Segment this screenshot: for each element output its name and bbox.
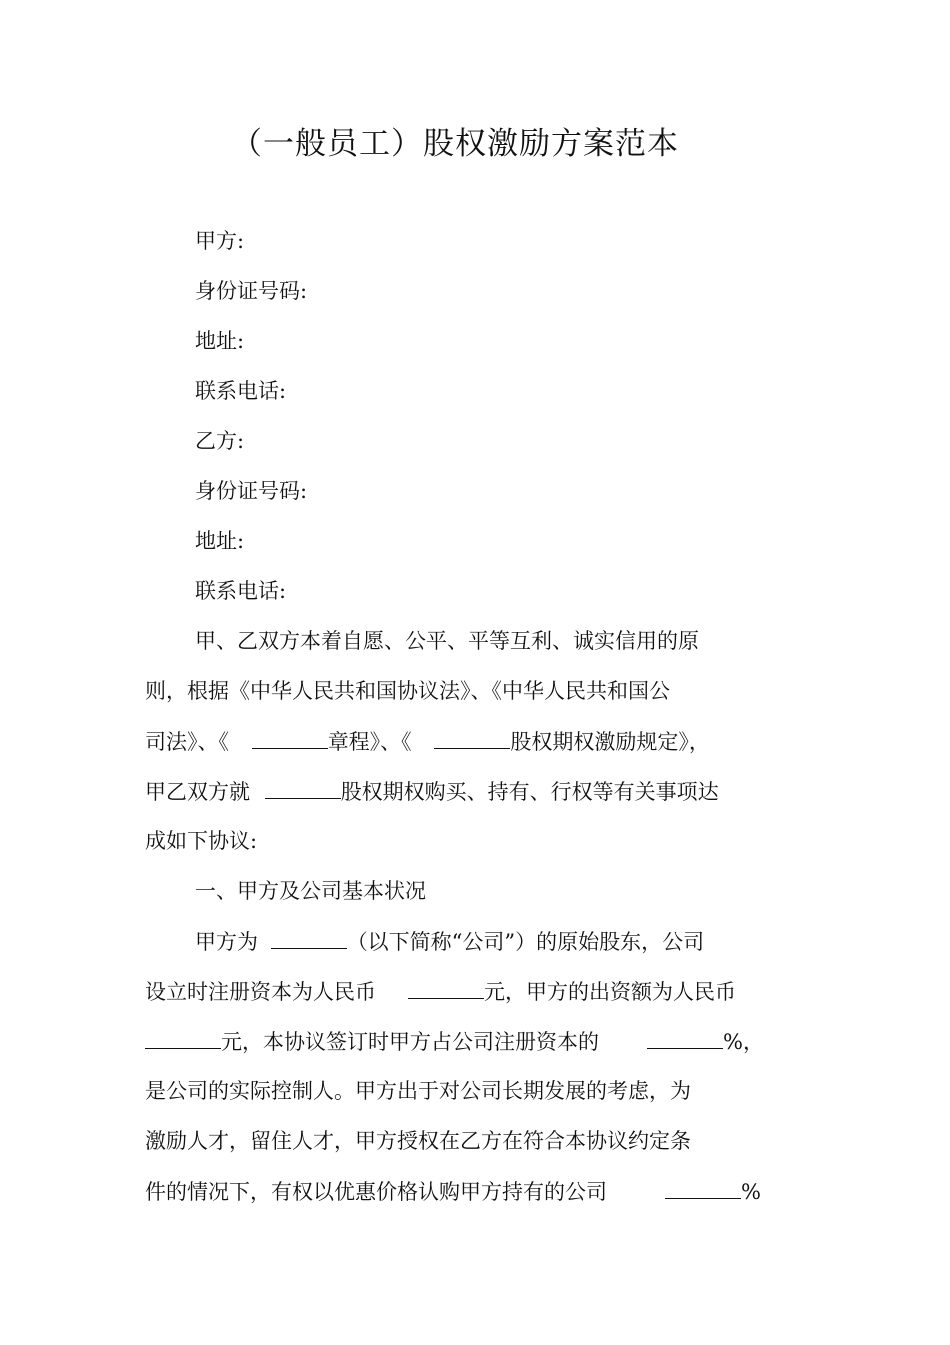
section-line-2 — [145, 976, 736, 1007]
document-title: （一般员工）股权激励方案范本 — [231, 126, 679, 162]
preamble-text: 司法》、《 — [145, 730, 236, 754]
party-b-address-label: 地址: — [195, 529, 245, 553]
party-b-id-label: 身份证号码: — [195, 479, 308, 503]
section-text: 件的情况下，有权以优惠价格认购甲方持有的公司 — [145, 1180, 607, 1204]
blank-field — [265, 776, 341, 799]
blank-field — [434, 726, 510, 749]
party-a-id-label: 身份证号码: — [195, 279, 308, 303]
preamble-text: 甲乙双方就 — [145, 780, 257, 804]
blank-field — [271, 926, 347, 949]
preamble-line-2: 则，根据《中华人民共和国协议法》、《中华人民共和国公 — [145, 679, 670, 703]
party-a-phone-label: 联系电话: — [195, 379, 287, 403]
section-text: 元，甲方的出资额为人民币 — [484, 980, 736, 1004]
preamble-text: 章程》、《 — [327, 730, 419, 754]
section-heading: 一、甲方及公司基本状况 — [195, 879, 426, 903]
party-a-name-label: 甲方: — [195, 229, 245, 253]
section-line-1 — [195, 926, 704, 957]
preamble-text: 股权期权购买、持有、行权等有关事项达 — [340, 780, 719, 804]
blank-field — [665, 1176, 741, 1199]
section-line-3 — [145, 1026, 764, 1057]
preamble-line-1: 甲、乙双方本着自愿、公平、平等互利、诚实信用的原 — [195, 629, 699, 653]
preamble-line-3 — [145, 726, 710, 757]
party-a-address-label: 地址: — [195, 329, 245, 353]
section-text: 甲方为 — [195, 930, 265, 954]
party-b-phone-label: 联系电话: — [195, 579, 287, 603]
preamble-text: 股权期权激励规定》， — [510, 730, 710, 754]
section-line-4: 是公司的实际控制人。甲方出于对公司长期发展的考虑，为 — [145, 1079, 691, 1103]
blank-field — [252, 726, 328, 749]
section-text: %， — [723, 1030, 764, 1054]
section-text: 设立时注册资本为人民币 — [145, 980, 376, 1004]
section-text: % — [741, 1180, 761, 1204]
blank-field — [145, 1026, 221, 1049]
section-text: （以下简称“公司”）的原始股东，公司 — [346, 930, 705, 954]
blank-field — [408, 976, 484, 999]
section-text: 元，本协议签订时甲方占公司注册资本的 — [221, 1030, 599, 1054]
preamble-line-5: 成如下协议: — [145, 829, 258, 853]
preamble-line-4 — [145, 776, 719, 807]
section-line-6 — [145, 1176, 761, 1207]
party-b-name-label: 乙方: — [195, 429, 245, 453]
section-line-5: 激励人才，留住人才，甲方授权在乙方在符合本协议约定条 — [145, 1129, 691, 1153]
blank-field — [647, 1026, 723, 1049]
